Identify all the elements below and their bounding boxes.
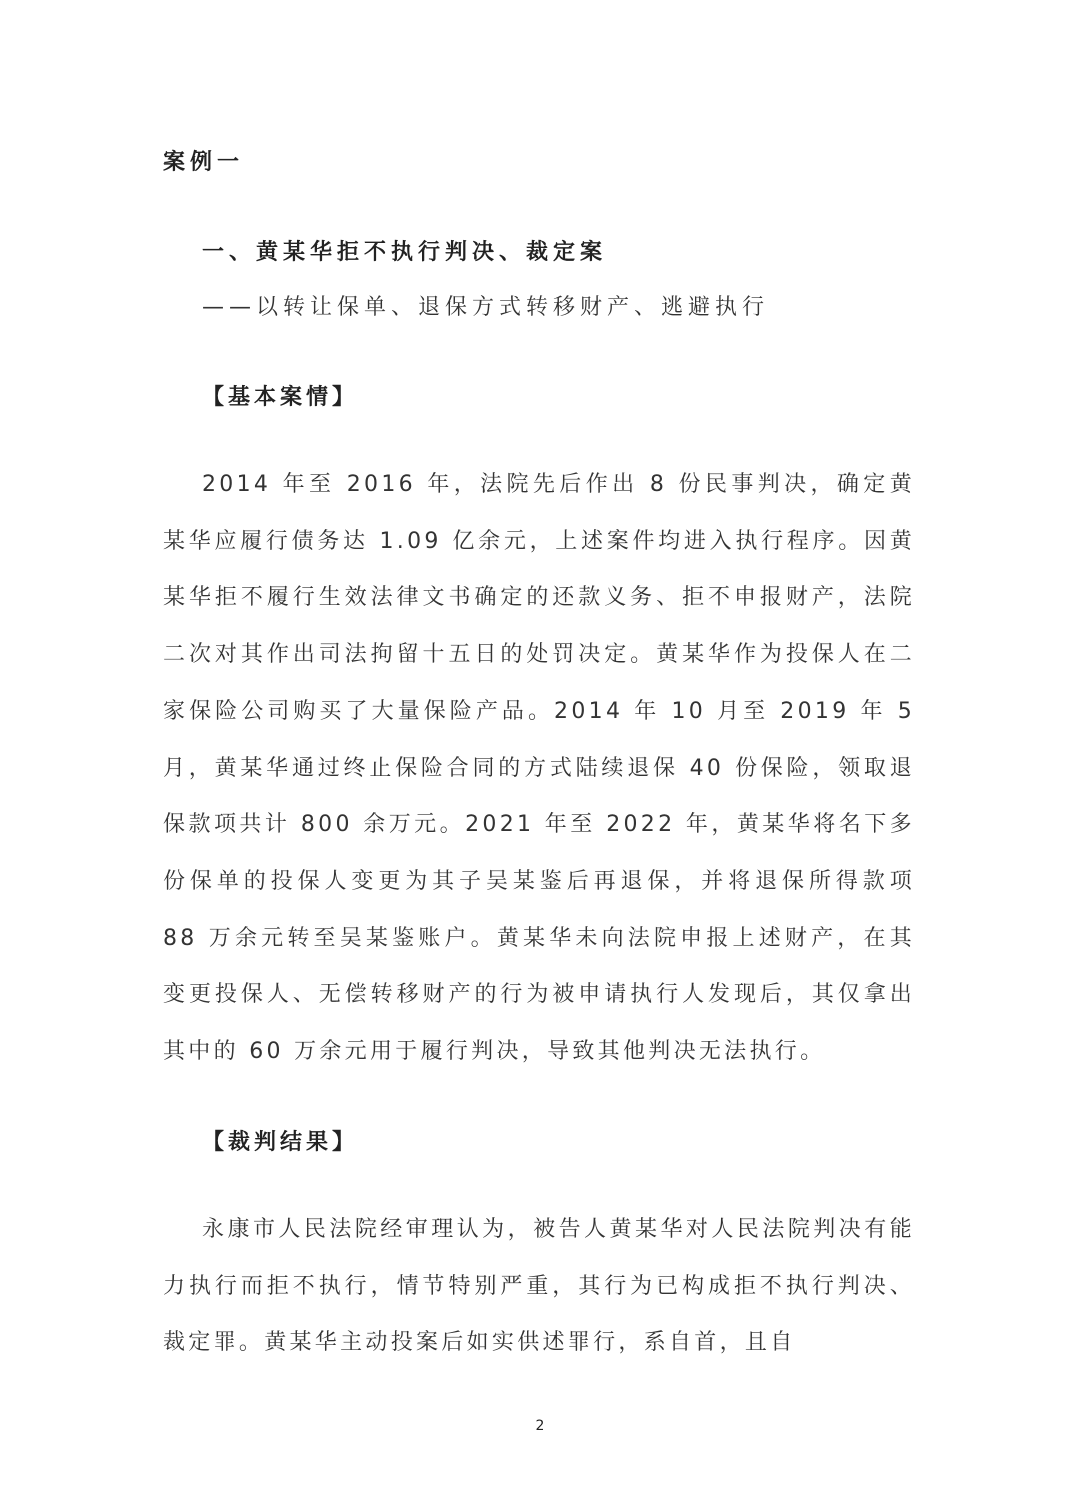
page-number: 2 bbox=[535, 1418, 545, 1434]
case-title: 一、黄某华拒不执行判决、裁定案 bbox=[202, 240, 608, 265]
section-paragraph-judgment: 永康市人民法院经审理认为，被告人黄某华对人民法院判决有能力执行而拒不执行，情节特别严重，其行为已构成拒不执行判决、裁定罪。黄某华主动投案后如实供述罪行，系自首，且自 bbox=[163, 1217, 915, 1356]
case-subtitle: ——以转让保单、退保方式转移财产、逃避执行 bbox=[202, 295, 770, 320]
section-paragraph-basic-facts: 2014 年至 2016 年，法院先后作出 8 份民事判决，确定黄某华应履行债务达 1.09 亿余元，上述案件均进入执行程序。因黄某华拒不履行生效法律文书确定的还款义务、拒不申报财产，法院二次对其作出司法拘留十五日的处罚决定。黄某华作为投保人在二家保险公司购买了大量保险产品。2014 年 10 月至 2019 年 5 月，黄某华通过终止保险合同的方式陆续退保 40 份保险，领取退保款项共计 800 余万元。2021 年至 2022 年，黄某华将名下多份保单的投保人变更为其子吴某鉴后再退保，并将退保所得款项 88 万余元转至吴某鉴账户。黄某华未向法院申报上述财产，在其变更投保人、无偿转移财产的行为被申请执行人发现后，其仅拿出其中的 60 万余元用于履行判决，导致其他判决无法执行。 bbox=[163, 472, 915, 1065]
section-heading-judgment: 【裁判结果】 bbox=[202, 1130, 359, 1155]
case-label: 案例一 bbox=[163, 150, 245, 175]
section-heading-basic-facts: 【基本案情】 bbox=[202, 385, 359, 410]
